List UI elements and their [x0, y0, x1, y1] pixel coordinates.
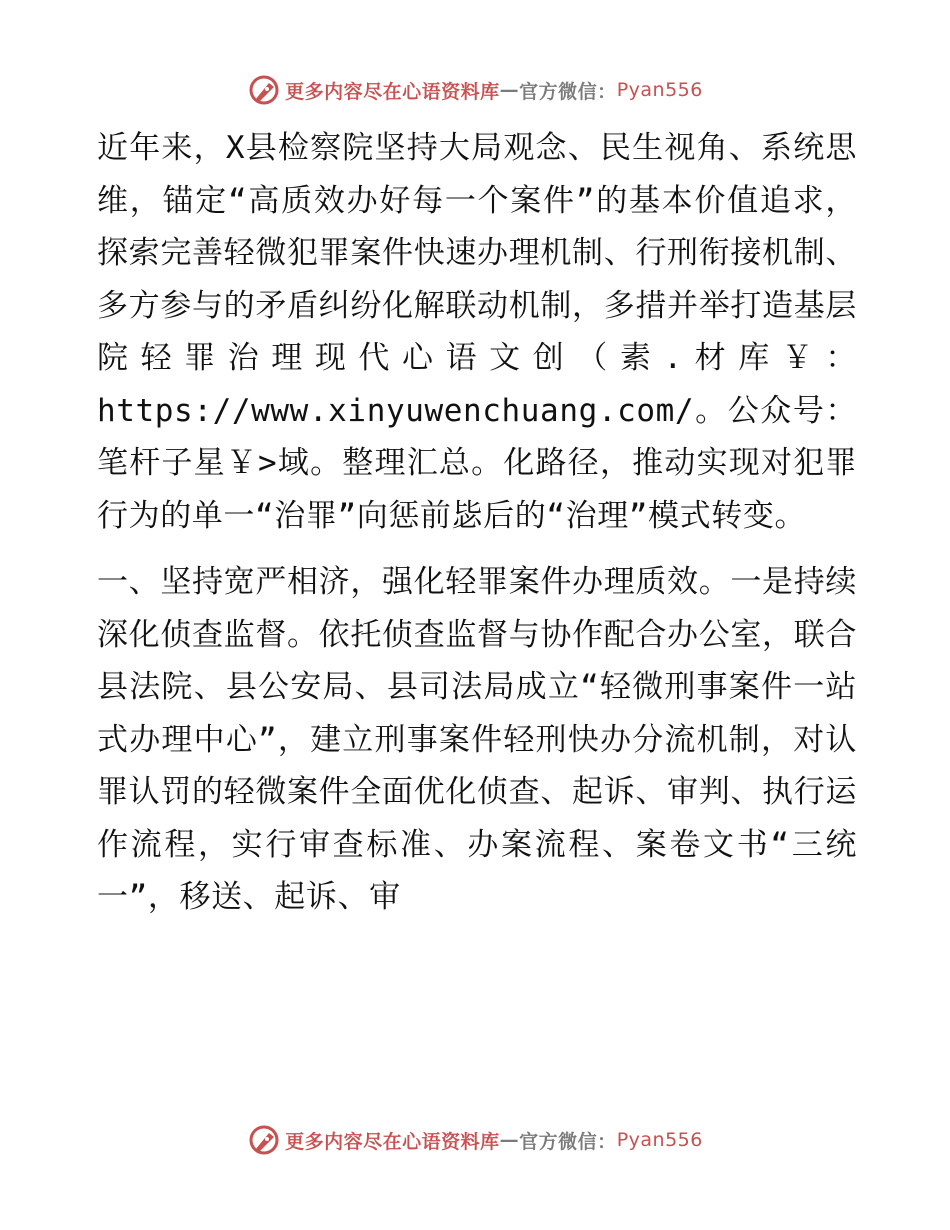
- banner-brand-text: 更多内容尽在心语资料库: [285, 1130, 500, 1153]
- paragraph-section-one: 一、坚持宽严相济，强化轻罪案件办理质效。一是持续深化侦查监督。依托侦查监督与协作配合办公室，联合县法院、县公安局、县司法局成立“轻微刑事案件一站式办理中心”，建立刑事案件轻刑快办分流机制，对认罪认罚的轻微案件全面优化侦查、起诉、审判、执行运作流程，实行审查标准、办案流程、案卷文书“三统一”，移送、起诉、审: [97, 564, 857, 915]
- banner-separator: —: [499, 79, 520, 101]
- pen-nib-circle-icon: [247, 73, 281, 107]
- banner-wechat-handle: Pyan556: [616, 1129, 703, 1151]
- banner-wechat-handle: Pyan556: [616, 79, 703, 101]
- paragraph-intro: 近年来，X县检察院坚持大局观念、民生视角、系统思维，锚定“高质效办好每一个案件”的基本价值追求，探索完善轻微犯罪案件快速办理机制、行刑衔接机制、多方参与的矛盾纠纷化解联动机制，多措并举打造基层院轻罪治理现代心语文创（素.材库￥：https://www.xinyuwenchuang.com/。公众号：笔杆子星￥>域。整理汇总。化路径，推动实现对犯罪行为的单一“治罪”向惩前毖后的“治理”模式转变。: [97, 130, 857, 534]
- banner-label-text: 官方微信：: [519, 80, 617, 103]
- banner-brand-text: 更多内容尽在心语资料库: [285, 80, 500, 103]
- footer-watermark-banner: [0, 1120, 950, 1160]
- banner-label-text: 官方微信：: [519, 1130, 617, 1153]
- header-watermark-banner: [0, 70, 950, 110]
- pen-nib-circle-icon: [247, 1123, 281, 1157]
- banner-separator: —: [499, 1129, 520, 1151]
- document-body: [97, 122, 857, 924]
